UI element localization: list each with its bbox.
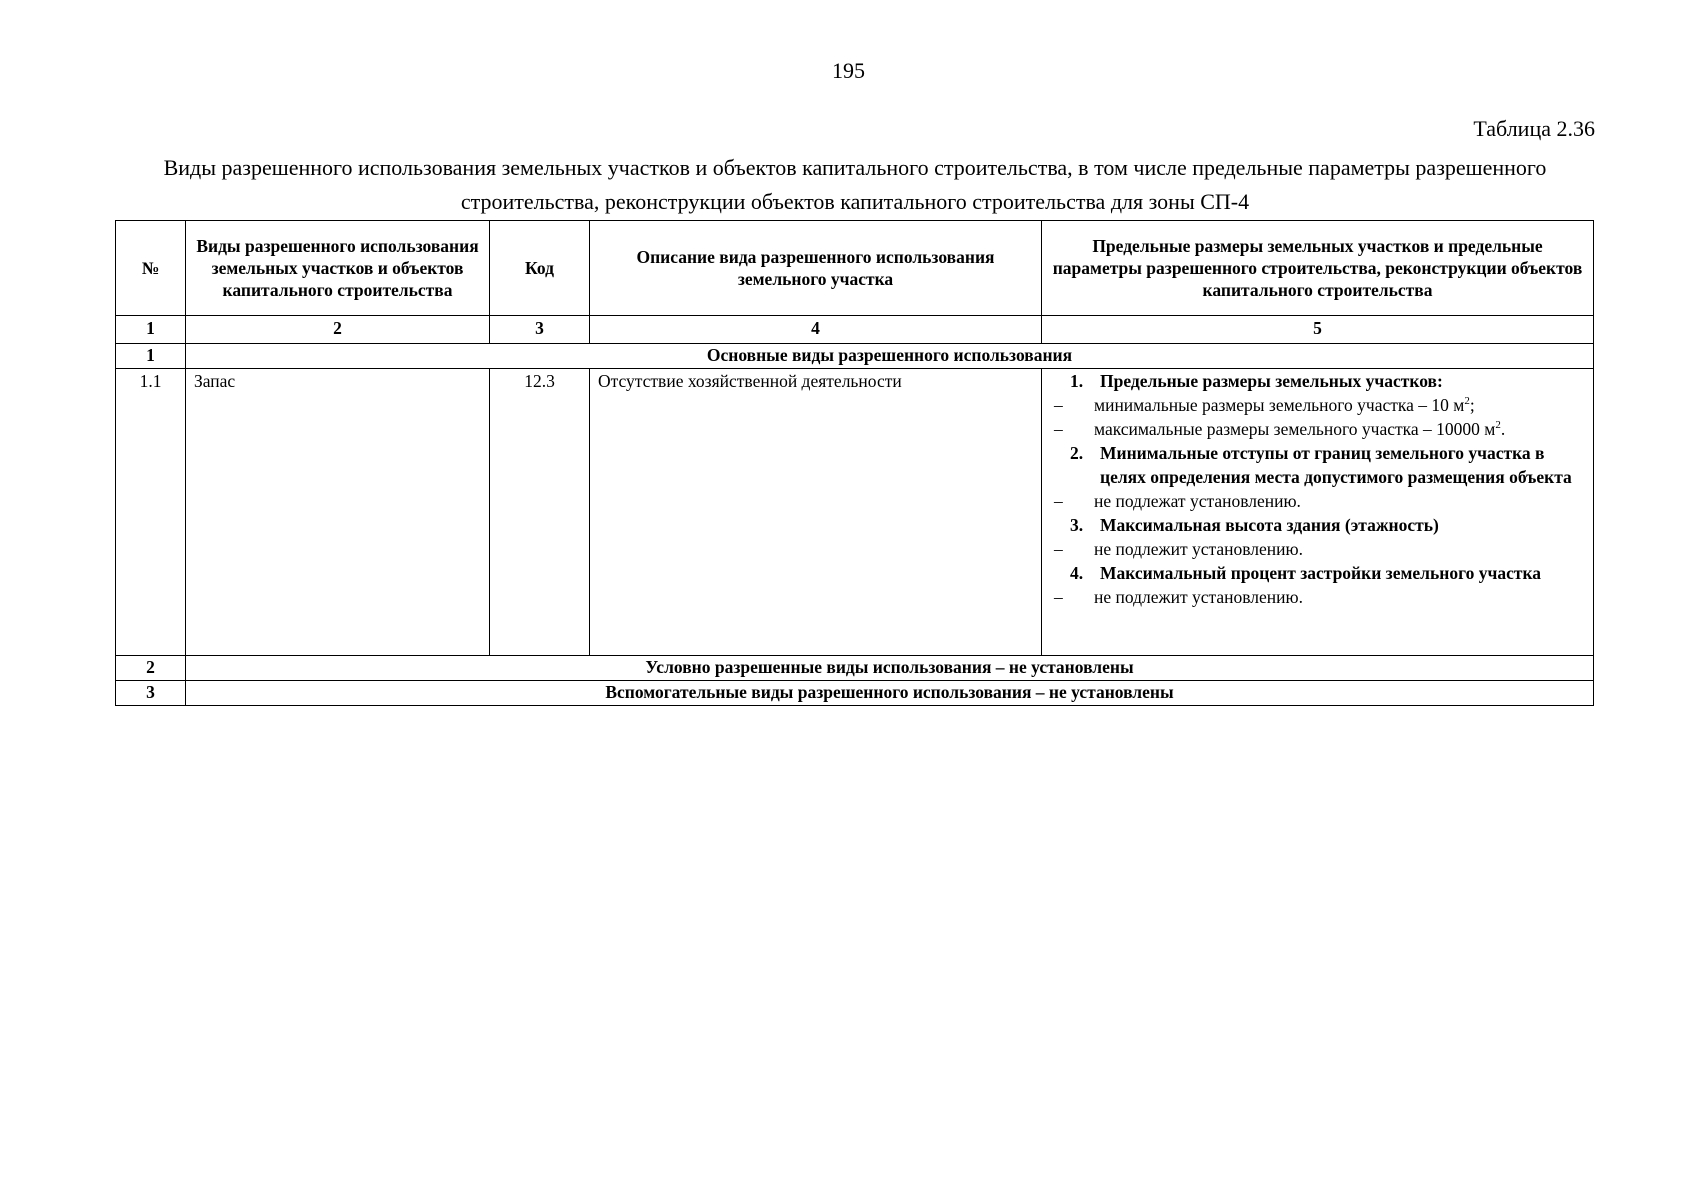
param-detail: – не подлежит установлению. [1054, 587, 1303, 607]
param-detail: – не подлежит установлению. [1054, 539, 1303, 559]
section-title: Основные виды разрешенного использования [186, 344, 1594, 369]
param-detail: – максимальные размеры земельного участка – 10000 $м^2$. [1054, 419, 1506, 439]
column-numbers-row [116, 316, 1594, 344]
row-number: 1.1 [116, 369, 186, 656]
header-number: № [116, 221, 186, 316]
page-number: 195 [832, 58, 865, 83]
section-row-main [116, 344, 1594, 369]
section-number: 3 [116, 681, 186, 706]
section-row-conditional [116, 656, 1594, 681]
section-title: Вспомогательные виды разрешенного использования – не установлены [186, 681, 1594, 706]
section-number: 2 [116, 656, 186, 681]
param-detail: – не подлежат установлению. [1054, 491, 1301, 511]
row-parameters [1042, 369, 1594, 656]
row-use-type: Запас [186, 369, 490, 656]
section-title: Условно разрешенные виды использования – не установлены [186, 656, 1594, 681]
param-heading: 4. Максимальный процент застройки земельного участка [1070, 563, 1542, 583]
column-number: 2 [186, 316, 490, 344]
section-number: 1 [116, 344, 186, 369]
header-code: Код [490, 221, 590, 316]
row-code: 12.3 [490, 369, 590, 656]
column-number: 1 [116, 316, 186, 344]
column-number: 3 [490, 316, 590, 344]
row-description: Отсутствие хозяйственной деятельности [590, 369, 1042, 656]
param-detail: – минимальные размеры земельного участка – 10 $м^2$; [1054, 395, 1475, 415]
table-title: Виды разрешенного использования земельных участков и объектов капитального строительства, в том числе предельные параметры разрешенного строительства, реконструкции объектов капитального строительства для зоны СП-4 [163, 155, 1547, 214]
header-row [116, 221, 1594, 316]
section-row-auxiliary [116, 681, 1594, 706]
param-heading: 3. Максимальная высота здания (этажность) [1070, 515, 1439, 535]
param-heading: 2. Минимальные отступы от границ земельного участка в целях определения места допустимого размещения объекта [1070, 443, 1572, 487]
column-number: 5 [1042, 316, 1594, 344]
table-row [116, 369, 1594, 656]
column-number: 4 [590, 316, 1042, 344]
param-heading: 1. Предельные размеры земельных участков: [1070, 371, 1443, 391]
header-description: Описание вида разрешенного использования земельного участка [590, 221, 1042, 316]
table-label: Таблица 2.36 [1473, 116, 1595, 141]
zoning-table [115, 220, 1594, 706]
header-use-type: Виды разрешенного использования земельных участков и объектов капитального строительства [186, 221, 490, 316]
header-parameters: Предельные размеры земельных участков и предельные параметры разрешенного строительства, реконструкции объектов капитального строительства [1042, 221, 1594, 316]
